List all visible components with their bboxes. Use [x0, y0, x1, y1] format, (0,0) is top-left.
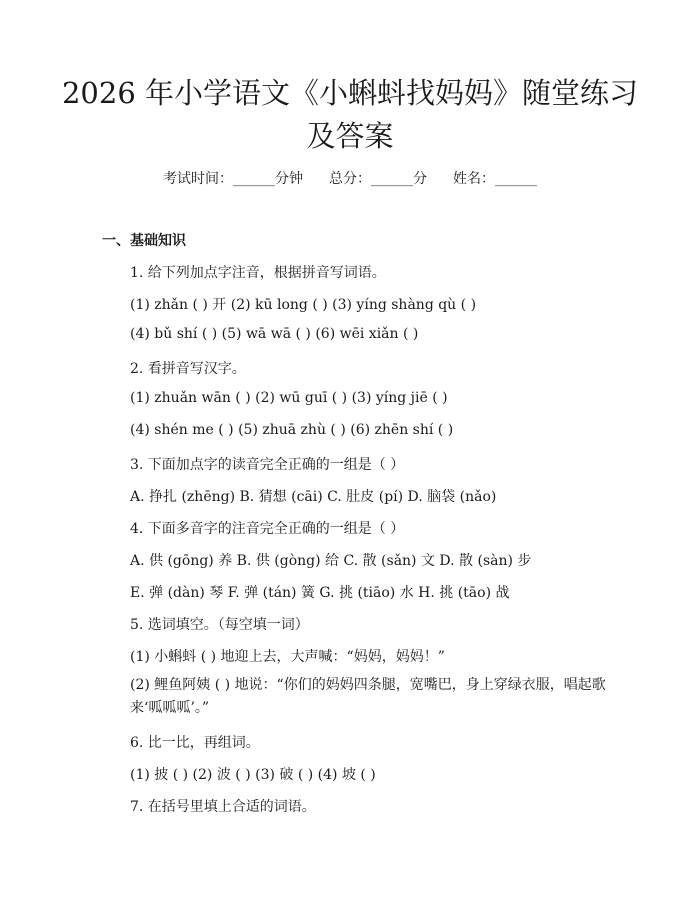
question-5-prompt: 5. 选词填空。（每空填一词）	[130, 617, 309, 633]
question-2-row-2: (4) shén me ( ) (5) zhuā zhù ( ) (6) zhēn shí ( )	[130, 422, 454, 438]
title-line-2: 及答案	[306, 119, 394, 153]
question-6-items: (1) 披 ( ) (2) 波 ( ) (3) 破 ( ) (4) 坡 ( )	[130, 767, 376, 783]
title-line-1: 2026 年小学语文《小蝌蚪找妈妈》随堂练习	[61, 76, 639, 110]
question-4-options-2: E. 弹 (dàn) 琴 F. 弹 (tán) 簧 G. 挑 (tiāo) 水 H. 挑 (tāo) 战	[130, 585, 510, 601]
exam-time: 考试时间：______分钟	[163, 171, 303, 187]
page-title	[60, 72, 640, 158]
question-6-prompt: 6. 比一比，再组词。	[130, 735, 260, 751]
question-3-options: A. 挣扎 (zhēng) B. 猜想 (cāi) C. 肚皮 (pí) D. 脑袋 (nǎo)	[130, 489, 497, 505]
question-7-prompt: 7. 在括号里填上合适的词语。	[130, 799, 316, 815]
total-score: 总分：______分	[329, 171, 427, 187]
question-2-row-1: (1) zhuǎn wān ( ) (2) wū guī ( ) (3) yíng jiē ( )	[130, 390, 448, 406]
section-heading-basics: 一、基础知识	[102, 233, 186, 249]
question-3-prompt: 3. 下面加点字的读音完全正确的一组是（ ）	[130, 457, 405, 473]
question-5-item-2: (2) 鲤鱼阿姨 ( ) 地说：“你们的妈妈四条腿，宽嘴巴，身上穿绿衣服，唱起歌来‘呱呱呱’。”	[130, 677, 606, 716]
question-1-row-1: (1) zhǎn ( ) 开 (2) kū long ( ) (3) yíng shàng qù ( )	[130, 297, 477, 313]
question-1-prompt: 1. 给下列加点字注音，根据拼音写词语。	[130, 265, 386, 281]
question-2-prompt: 2. 看拼音写汉字。	[130, 361, 246, 377]
question-4-prompt: 4. 下面多音字的注音完全正确的一组是（ ）	[130, 521, 405, 537]
student-name: 姓名：______	[453, 171, 537, 187]
question-5-item-1: (1) 小蝌蚪 ( ) 地迎上去，大声喊：“妈妈，妈妈！”	[130, 649, 445, 665]
exam-info	[0, 168, 700, 188]
question-4-options-1: A. 供 (gōng) 养 B. 供 (gòng) 给 C. 散 (sǎn) 文 D. 散 (sàn) 步	[130, 553, 532, 569]
question-1-row-2: (4) bǔ shí ( ) (5) wā wā ( ) (6) wēi xiǎn ( )	[130, 326, 419, 342]
